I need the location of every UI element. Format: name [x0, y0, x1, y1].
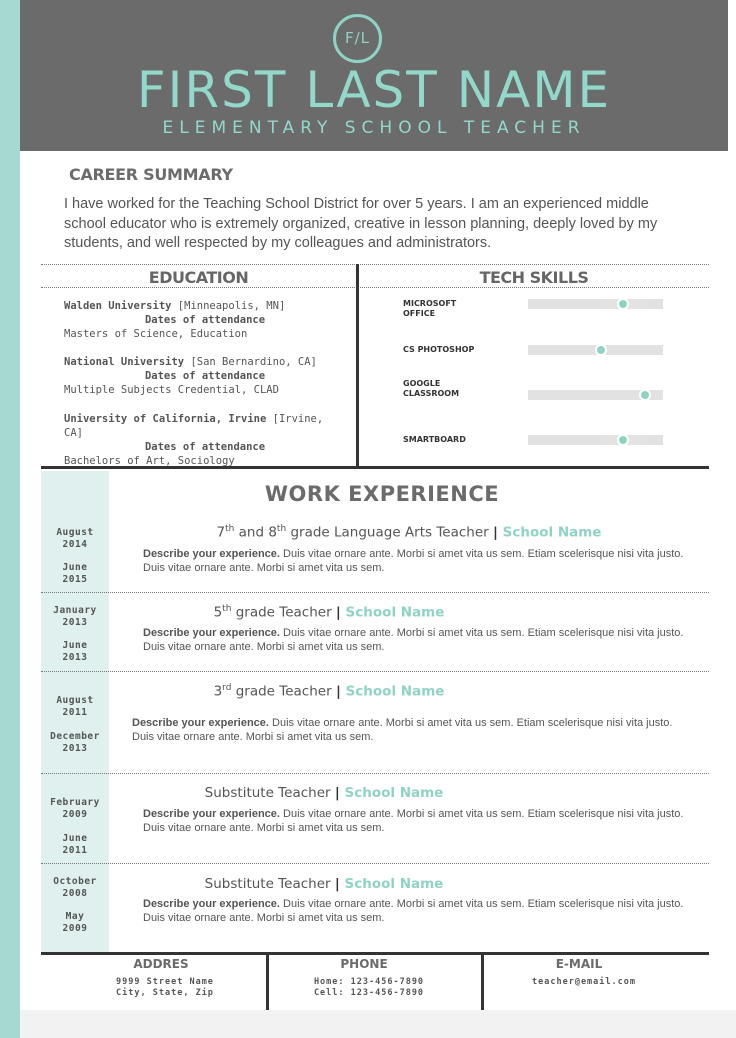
job-end-date: December 2013: [50, 731, 100, 754]
school-name: School Name: [340, 604, 445, 621]
skill-meter: [528, 299, 663, 309]
attendance-dates: Dates of attendance: [144, 314, 266, 326]
skill-label: SMARTBOARD: [403, 435, 466, 444]
home-phone[interactable]: Home: 123-456-7890: [313, 977, 425, 987]
school-name: University of California, Irvine: [64, 413, 267, 425]
degree: Bachelors of Art, Sociology: [64, 455, 235, 467]
school-name: Walden University: [64, 300, 172, 312]
header-banner: [20, 0, 728, 151]
phone-heading: PHONE: [340, 957, 388, 971]
cell-phone[interactable]: Cell: 123-456-7890: [313, 988, 425, 998]
job-divider: [41, 592, 709, 593]
education-heading: EDUCATION: [148, 268, 249, 287]
section-divider: [41, 287, 709, 288]
degree: Masters of Science, Education: [64, 328, 248, 340]
job-description: Describe your experience. Duis vitae ornare ante. Morbi si amet vita us sem. Etiam scelerisque nisi vita justo. Duis vitae ornare ante. Morbi si amet vita us sem.: [143, 808, 684, 834]
skill-meter: [528, 435, 663, 445]
skill-level-dot: [617, 298, 629, 310]
job-start-date: February 2009: [50, 797, 100, 820]
job-end-date: June 2015: [62, 562, 88, 585]
school-name: School Name: [497, 524, 602, 541]
job-description: Describe your experience. Duis vitae ornare ante. Morbi si amet vita us sem. Etiam scelerisque nisi vita justo. Duis vitae ornare ante. Morbi si amet vita us sem.: [132, 717, 673, 743]
work-experience-heading: WORK EXPERIENCE: [264, 482, 500, 506]
attendance-dates: Dates of attendance: [144, 441, 266, 453]
address-heading: ADDRES: [133, 957, 189, 971]
degree: Multiple Subjects Credential, CLAD: [64, 384, 279, 396]
skill-label: MICROSOFT OFFICE: [403, 299, 457, 318]
job-end-date: May 2009: [62, 911, 88, 934]
school-name: School Name: [339, 876, 444, 892]
job-divider: [41, 773, 709, 774]
school-location: [Minneapolis, MN]: [177, 300, 286, 312]
skill-meter: [528, 345, 663, 355]
skill-level-dot: [595, 344, 607, 356]
email-heading: E-MAIL: [555, 957, 603, 971]
job-title: Substitute Teacher | School Name: [204, 876, 444, 892]
job-end-date: June 2013: [62, 640, 88, 663]
page-bottom-edge: [20, 1010, 736, 1038]
job-title: 5th grade Teacher | School Name: [213, 604, 445, 621]
job-start-date: January 2013: [53, 605, 97, 628]
job-start-date: August 2014: [56, 527, 94, 550]
education-item: [64, 355, 344, 397]
education-item: [64, 299, 344, 341]
email-address[interactable]: teacher@email.com: [532, 977, 636, 987]
monogram: F/L: [333, 14, 382, 63]
footer-divider: [41, 952, 709, 955]
job-title: ELEMENTARY SCHOOL TEACHER: [162, 118, 586, 138]
address-line: City, State, Zip: [116, 988, 214, 998]
skill-meter: [528, 390, 663, 400]
job-title: 7th and 8th grade Language Arts Teacher | School Name: [216, 524, 602, 541]
job-divider: [41, 671, 709, 672]
address-line: 9999 Street Name: [116, 977, 214, 987]
job-start-date: October 2008: [53, 876, 97, 899]
full-name: FIRST LAST NAME: [136, 61, 612, 119]
skill-level-dot: [617, 434, 629, 446]
tech-skills-heading: TECH SKILLS: [479, 268, 589, 287]
school-location: [Irvine, CA]: [64, 413, 324, 439]
education-item: [64, 412, 344, 468]
school-name: School Name: [339, 785, 444, 801]
left-accent-bar: [0, 0, 20, 1038]
job-start-date: August 2011: [56, 695, 94, 718]
school-location: [San Bernardino, CA]: [190, 356, 317, 368]
skill-label: GOOGLE CLASSROOM: [403, 379, 460, 398]
job-description: Describe your experience. Duis vitae ornare ante. Morbi si amet vita us sem. Etiam scelerisque nisi vita justo. Duis vitae ornare ante. Morbi si amet vita us sem.: [143, 627, 684, 653]
skill-label: CS PHOTOSHOP: [403, 345, 475, 354]
school-name: National University: [64, 356, 185, 368]
career-summary-heading: CAREER SUMMARY: [69, 165, 233, 184]
column-divider: [356, 264, 359, 468]
job-description: Describe your experience. Duis vitae ornare ante. Morbi si amet vita us sem. Etiam scelerisque nisi vita justo. Duis vitae ornare ante. Morbi si amet vita us sem.: [143, 898, 684, 924]
skill-level-dot: [639, 389, 651, 401]
job-divider: [41, 863, 709, 864]
job-title: 3rd grade Teacher | School Name: [213, 683, 445, 700]
attendance-dates: Dates of attendance: [144, 370, 266, 382]
section-divider: [41, 264, 709, 265]
job-title: Substitute Teacher | School Name: [204, 785, 444, 801]
job-description: Describe your experience. Duis vitae ornare ante. Morbi si amet vita us sem. Etiam scelerisque nisi vita justo. Duis vitae ornare ante. Morbi si amet vita us sem.: [143, 548, 684, 574]
job-end-date: June 2011: [62, 833, 88, 856]
school-name: School Name: [340, 683, 445, 700]
career-summary-text: I have worked for the Teaching School District for over 5 years. I am an experienced middle school educator who is extremely organized, creative in lesson planning, deeply loved by my students, and well respected by my colleagues and administrators.: [64, 196, 658, 251]
